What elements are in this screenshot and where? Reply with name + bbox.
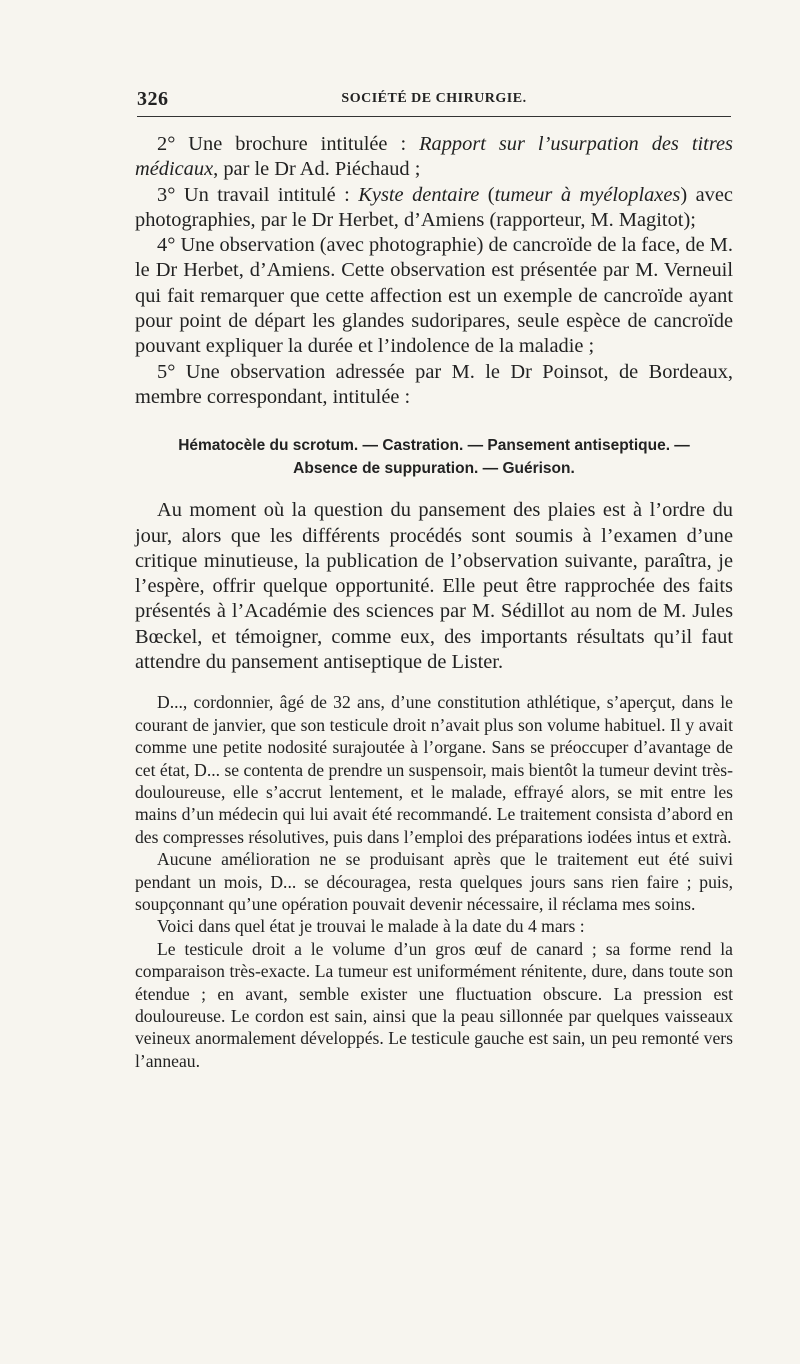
list-item: 4° Une observation (avec photographie) de cancroïde de la face, de M. le Dr Herbet, d’Amiens. Cette observation est présentée par M. Verneuil qui fait remarquer que cette affection est un exemple de cancroïde ayant pour point de départ les glandes sudoripares, seule espèce de cancroïde pouvant expliquer la durée et l’indolence de la maladie ; (135, 234, 734, 358)
case-heading (135, 434, 733, 480)
observation-paragraph: Voici dans quel état je trouvai le malade à la date du 4 mars : (157, 916, 585, 937)
list-item: 2° Une brochure intitulée : Rapport sur l’usurpation des titres médicaux, par le Dr Ad. Piéchaud ; (135, 133, 733, 181)
observation-paragraph: Aucune amélioration ne se produisant après que le traitement eut été suivi pendant un mois, D... se découragea, resta quelques jours sans rien faire ; puis, soupçonnant qu’une opération pouvait devenir nécessaire, il réclama mes soins. (135, 849, 733, 914)
case-heading-line: Hématocèle du scrotum. — Castration. — Pansement antiseptique. — (178, 437, 690, 455)
document-title: Rapport sur l’usurpation des titres médicaux (135, 133, 733, 181)
intro-paragraph: Au moment où la question du pansement des plaies est à l’ordre du jour, alors que les différents procédés sont soumis à l’examen d’une critique minutieuse, la publication de l’observation suivante, paraîtra, je l’espère, offrir quelque opportunité. Elle peut être rapprochée des faits présentés à l’Académie des sciences par M. Sédillot au nom de M. Jules Bœckel, et témoigner, comme eux, des importants résultats qu’il faut attendre du pansement antiseptique de Lister. (135, 499, 733, 674)
list-item: 5° Une observation adressée par M. le Dr Poinsot, de Bordeaux, membre correspondant, intitulée : (135, 360, 733, 408)
observation-paragraph: D..., cordonnier, âgé de 32 ans, d’une constitution athlétique, s’aperçut, dans le courant de janvier, que son testicule droit n’avait plus son volume habituel. Il y avait comme une petite nodosité surajoutée à l’organe. Sans se préoccuper d’avantage de cet état, D... se contenta de prendre un suspensoir, mais bientôt la tumeur devint très-douloureuse, elle s’accrut lentement, et le malade, effrayé alors, se mit entre les mains d’un médecin qui lui avait été recommandé. Le traitement consista d’abord en des compresses résolutives, puis dans l’emploi des préparations iodées intus et extrà. (135, 692, 733, 847)
case-heading-line: Absence de suppuration. — Guérison. (293, 460, 575, 478)
observation-text (135, 691, 733, 1072)
document-title: Kyste dentaire (358, 183, 480, 206)
page-body (135, 132, 733, 1072)
page-number: 326 (137, 88, 169, 110)
document-subtitle: tumeur à myéloplaxes (494, 183, 681, 206)
running-title: SOCIÉTÉ DE CHIRURGIE. (341, 91, 527, 106)
observation-paragraph: Le testicule droit a le volume d’un gros œuf de canard ; sa forme rend la comparaison très-exacte. La tumeur est uniformément rénitente, dure, dans toute son étendue ; en avant, semble exister une fluctuation obscure. La pression est douloureuse. Le cordon est sain, ainsi que la peau sillonnée par quelques vaisseaux veineux anormalement développés. Le testicule gauche est sain, un peu remonté vers l’anneau. (135, 938, 733, 1071)
page-header (137, 88, 731, 117)
list-item: 3° Un travail intitulé : Kyste dentaire (tumeur à myéloplaxes) avec photographies, par le Dr Herbet, d’Amiens (rapporteur, M. Magitot); (135, 183, 733, 231)
